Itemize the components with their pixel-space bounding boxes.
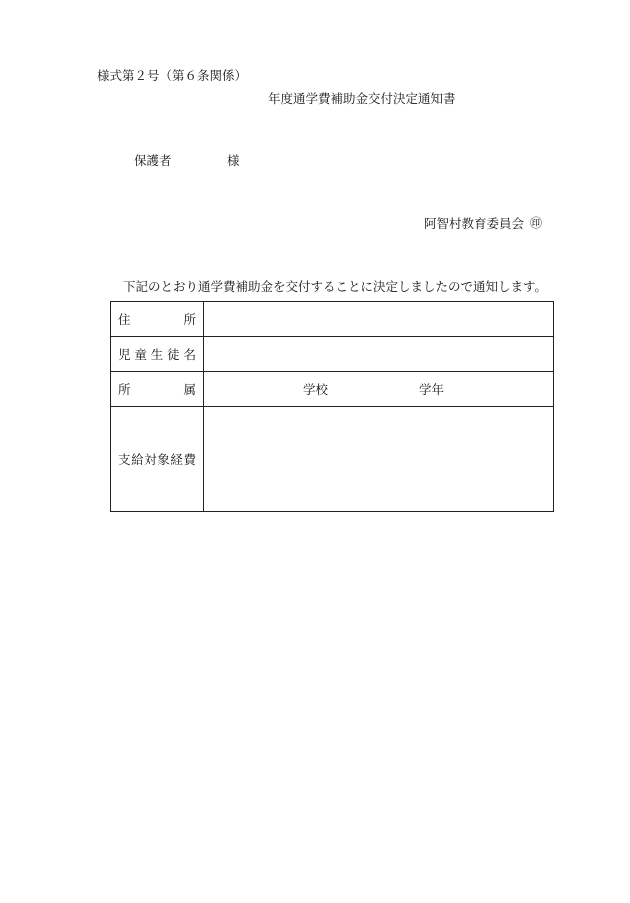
student-label-cell — [111, 337, 204, 372]
expense-value-cell[interactable] — [204, 407, 554, 512]
expense-label-char: 支 — [118, 452, 131, 467]
expense-label-char: 経 — [170, 452, 183, 467]
address-label-cell — [111, 302, 204, 337]
expense-label-char: 対 — [144, 452, 157, 467]
school-suffix: 学校 — [303, 382, 329, 397]
expense-label-char: 象 — [157, 452, 170, 467]
expense-label-char: 給 — [131, 452, 144, 467]
address-label-char: 所 — [183, 312, 196, 327]
affiliation-label-char: 所 — [118, 382, 131, 397]
student-label-char: 生 — [150, 347, 164, 362]
address-row — [111, 302, 554, 337]
document-title: 年度通学費補助金交付決定通知書 — [268, 91, 456, 106]
addressee-honorific: 様 — [227, 153, 240, 168]
student-label-char: 童 — [134, 347, 147, 362]
address-label-char: 住 — [118, 312, 131, 327]
student-value-cell[interactable] — [204, 337, 554, 372]
form-number: 様式第２号（第６条関係） — [97, 68, 248, 83]
affiliation-label-cell — [111, 372, 204, 407]
seal-mark: ㊞ — [530, 216, 543, 230]
grade-suffix: 学年 — [419, 382, 445, 397]
addressee-label: 保護者 — [134, 153, 172, 168]
student-label-char: 名 — [183, 347, 196, 362]
affiliation-value-cell[interactable] — [204, 372, 554, 407]
notice-table — [110, 301, 554, 512]
issuer-name: 阿智村教育委員会 — [424, 216, 525, 231]
intro-text: 下記のとおり通学費補助金を交付することに決定しましたので通知します。 — [123, 279, 548, 294]
student-label-char: 徒 — [167, 347, 180, 362]
student-label-char: 児 — [118, 347, 131, 362]
affiliation-row — [111, 372, 554, 407]
expense-label-cell — [111, 407, 204, 512]
affiliation-label-char: 属 — [183, 382, 196, 397]
address-value-cell[interactable] — [204, 302, 554, 337]
expense-label-char: 費 — [183, 452, 196, 467]
expense-row — [111, 407, 554, 512]
student-row — [111, 337, 554, 372]
